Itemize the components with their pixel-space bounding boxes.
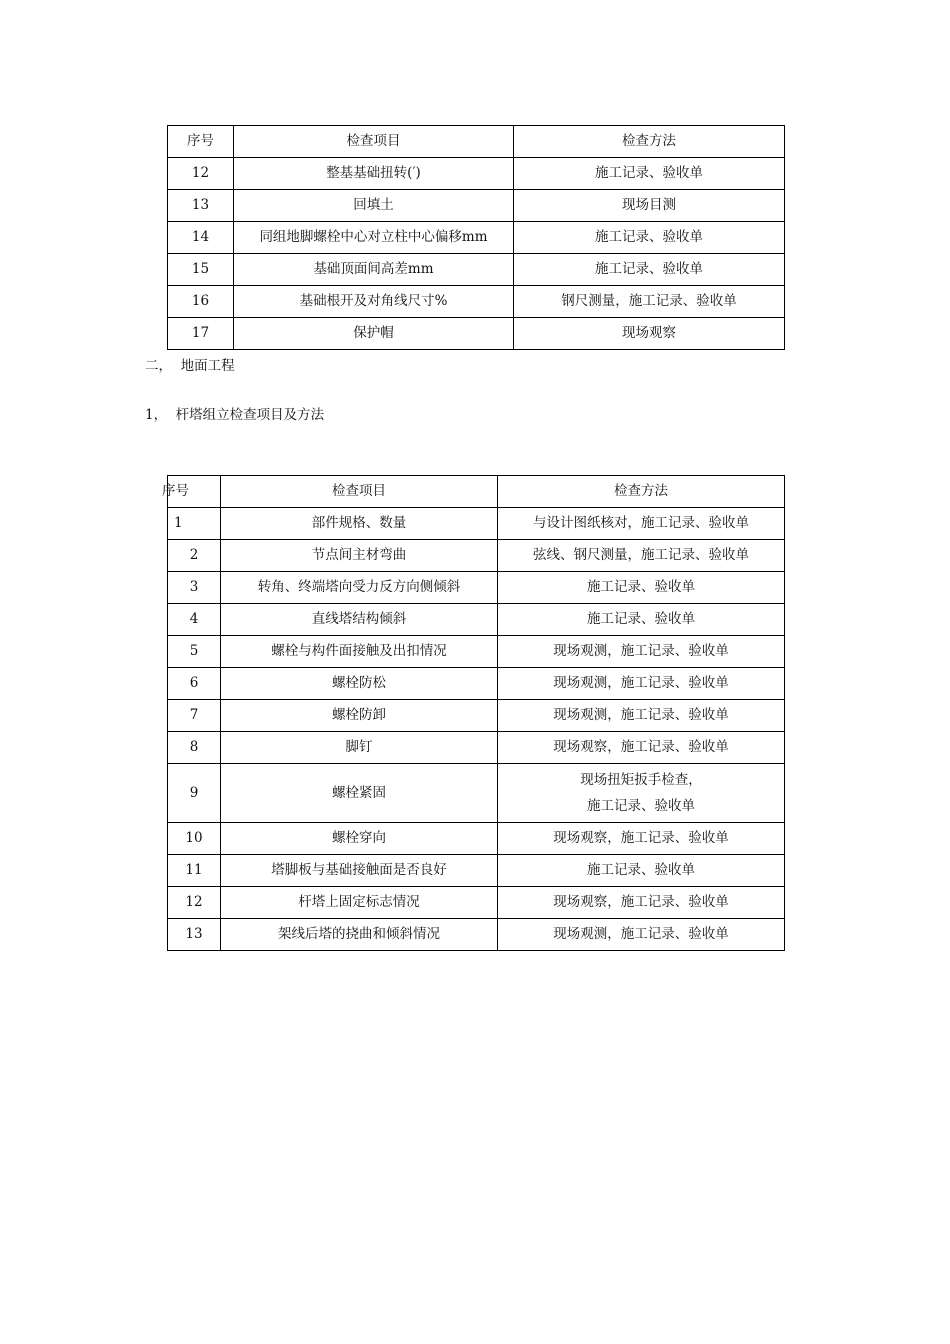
cell-seq: 2 xyxy=(168,540,221,572)
cell-item: 架线后塔的挠曲和倾斜情况 xyxy=(221,919,498,951)
cell-item: 转角、终端塔向受力反方向侧倾斜 xyxy=(221,572,498,604)
cell-method: 现场观察，施工记录、验收单 xyxy=(498,887,785,919)
cell-method: 现场观测，施工记录、验收单 xyxy=(498,700,785,732)
table-row xyxy=(168,254,785,286)
cell-item: 螺栓紧固 xyxy=(221,764,498,823)
table-row xyxy=(168,540,785,572)
cell-method: 施工记录、验收单 xyxy=(514,222,785,254)
cell-method: 现场目测 xyxy=(514,190,785,222)
table-row xyxy=(168,158,785,190)
cell-item: 杆塔上固定标志情况 xyxy=(221,887,498,919)
cell-seq: 17 xyxy=(168,318,234,350)
cell-seq: 1 xyxy=(168,508,221,540)
cell-item: 同组地脚螺栓中心对立柱中心偏移mm xyxy=(234,222,514,254)
table-header-row xyxy=(168,476,785,508)
cell-seq: 16 xyxy=(168,286,234,318)
cell-seq: 14 xyxy=(168,222,234,254)
cell-seq: 12 xyxy=(168,887,221,919)
cell-seq: 13 xyxy=(168,190,234,222)
cell-method: 施工记录、验收单 xyxy=(498,855,785,887)
cell-item: 螺栓与构件面接触及出扣情况 xyxy=(221,636,498,668)
cell-method: 弦线、钢尺测量，施工记录、验收单 xyxy=(498,540,785,572)
cell-seq: 13 xyxy=(168,919,221,951)
table-row xyxy=(168,700,785,732)
table-row xyxy=(168,318,785,350)
cell-method: 现场观察 xyxy=(514,318,785,350)
cell-item: 基础顶面间高差mm xyxy=(234,254,514,286)
cell-seq: 10 xyxy=(168,823,221,855)
cell-item: 脚钉 xyxy=(221,732,498,764)
cell-item: 节点间主材弯曲 xyxy=(221,540,498,572)
cell-seq: 12 xyxy=(168,158,234,190)
cell-item: 部件规格、数量 xyxy=(221,508,498,540)
cell-method: 钢尺测量，施工记录、验收单 xyxy=(514,286,785,318)
table-row xyxy=(168,668,785,700)
cell-method: 与设计图纸核对，施工记录、验收单 xyxy=(498,508,785,540)
cell-method-line2: 施工记录、验收单 xyxy=(587,797,695,814)
cell-seq: 15 xyxy=(168,254,234,286)
cell-item: 螺栓防松 xyxy=(221,668,498,700)
table-row xyxy=(168,887,785,919)
cell-seq: 3 xyxy=(168,572,221,604)
table-row xyxy=(168,919,785,951)
tower-erection-check-table xyxy=(162,475,785,951)
table-row xyxy=(168,855,785,887)
cell-method: 施工记录、验收单 xyxy=(498,572,785,604)
table-row xyxy=(168,732,785,764)
cell-item: 保护帽 xyxy=(234,318,514,350)
cell-item: 螺栓穿向 xyxy=(221,823,498,855)
table-header-row xyxy=(168,126,785,158)
cell-seq: 9 xyxy=(168,764,221,823)
cell-method: 现场观测，施工记录、验收单 xyxy=(498,919,785,951)
cell-method-line1: 现场扭矩扳手检查， xyxy=(580,772,702,789)
cell-method xyxy=(498,764,785,823)
header-item: 检查项目 xyxy=(234,126,514,158)
section-heading: 二， 地面工程 xyxy=(145,358,235,374)
cell-method: 施工记录、验收单 xyxy=(514,158,785,190)
cell-item: 塔脚板与基础接触面是否良好 xyxy=(221,855,498,887)
cell-method: 现场观察，施工记录、验收单 xyxy=(498,823,785,855)
cell-seq: 6 xyxy=(168,668,221,700)
header-method: 检查方法 xyxy=(498,476,785,508)
table-row xyxy=(168,636,785,668)
table-row xyxy=(168,604,785,636)
table-row xyxy=(168,508,785,540)
cell-method: 现场观测，施工记录、验收单 xyxy=(498,636,785,668)
header-seq: 序号 xyxy=(168,126,234,158)
cell-item: 回填土 xyxy=(234,190,514,222)
header-seq-label: 序号 xyxy=(162,483,189,500)
table-row xyxy=(168,222,785,254)
cell-seq: 8 xyxy=(168,732,221,764)
cell-method: 施工记录、验收单 xyxy=(514,254,785,286)
cell-seq: 11 xyxy=(168,855,221,887)
header-method: 检查方法 xyxy=(514,126,785,158)
cell-method: 施工记录、验收单 xyxy=(498,604,785,636)
table-row xyxy=(168,286,785,318)
table-row xyxy=(168,764,785,823)
table-row xyxy=(168,823,785,855)
cell-method: 现场观测，施工记录、验收单 xyxy=(498,668,785,700)
cell-method: 现场观察，施工记录、验收单 xyxy=(498,732,785,764)
foundation-check-table xyxy=(167,125,785,350)
cell-item: 基础根开及对角线尺寸% xyxy=(234,286,514,318)
cell-seq: 4 xyxy=(168,604,221,636)
cell-item: 整基基础扭转(′) xyxy=(234,158,514,190)
table-row xyxy=(168,190,785,222)
sub-heading: 1， 杆塔组立检查项目及方法 xyxy=(145,407,325,423)
header-seq xyxy=(162,476,221,508)
cell-item: 直线塔结构倾斜 xyxy=(221,604,498,636)
table-row xyxy=(168,572,785,604)
cell-seq: 5 xyxy=(168,636,221,668)
cell-seq: 7 xyxy=(168,700,221,732)
header-item: 检查项目 xyxy=(221,476,498,508)
cell-item: 螺栓防卸 xyxy=(221,700,498,732)
